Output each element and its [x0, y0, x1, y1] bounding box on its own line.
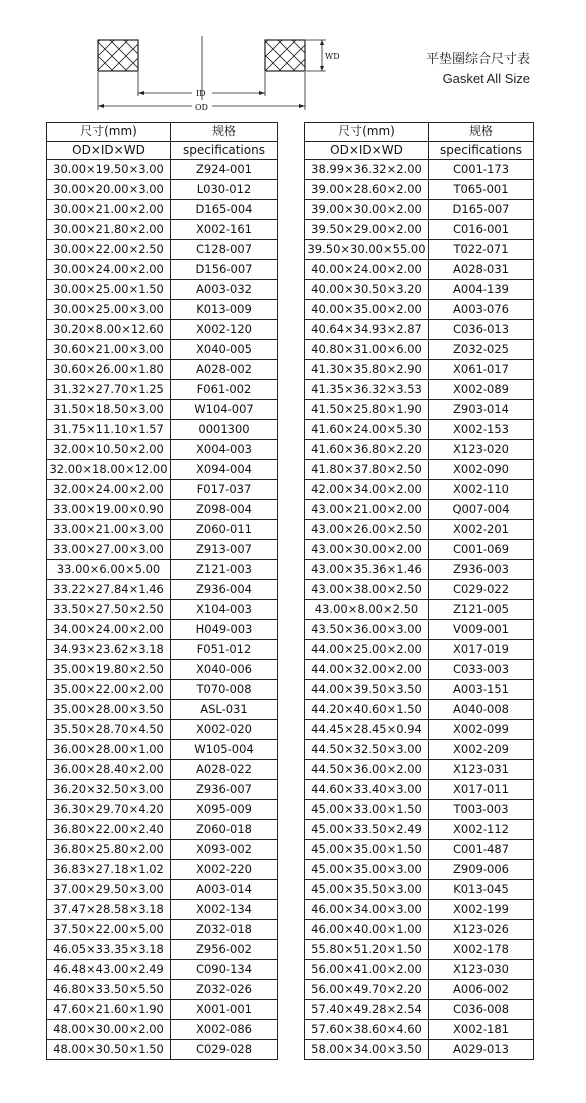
spec-cell: Z913-007 [171, 540, 278, 560]
size-cell: 41.80×37.80×2.50 [305, 460, 429, 480]
spec-cell: Z936-007 [171, 780, 278, 800]
spec-cell: A006-002 [429, 980, 534, 1000]
size-cell: 45.00×35.50×3.00 [305, 880, 429, 900]
spec-cell: Q007-004 [429, 500, 534, 520]
table-row [47, 860, 278, 880]
spec-cell: C001-069 [429, 540, 534, 560]
size-cell: 36.20×32.50×3.00 [47, 780, 171, 800]
size-cell: 43.50×36.00×3.00 [305, 620, 429, 640]
spec-cell: X001-001 [171, 1000, 278, 1020]
size-cell: 41.60×24.00×5.30 [305, 420, 429, 440]
size-cell: 58.00×34.00×3.50 [305, 1040, 429, 1060]
size-cell: 42.00×34.00×2.00 [305, 480, 429, 500]
spec-cell: C029-028 [171, 1040, 278, 1060]
spec-cell: C029-022 [429, 580, 534, 600]
table-row [305, 340, 534, 360]
size-cell: 46.00×34.00×3.00 [305, 900, 429, 920]
table-row [305, 880, 534, 900]
table-row [47, 340, 278, 360]
spec-cell: Z903-014 [429, 400, 534, 420]
table-row [305, 280, 534, 300]
spec-cell: X017-019 [429, 640, 534, 660]
spec-cell: X123-020 [429, 440, 534, 460]
spec-cell: X002-153 [429, 420, 534, 440]
table-row [47, 640, 278, 660]
spec-cell: W105-004 [171, 740, 278, 760]
size-cell: 40.80×31.00×6.00 [305, 340, 429, 360]
spec-cell: C036-013 [429, 320, 534, 340]
size-cell: 30.00×19.50×3.00 [47, 160, 171, 180]
size-cell: 31.32×27.70×1.25 [47, 380, 171, 400]
table-row [305, 360, 534, 380]
spec-cell: C001-487 [429, 840, 534, 860]
table-row [305, 240, 534, 260]
size-cell: 37.50×22.00×5.00 [47, 920, 171, 940]
size-cell: 34.00×24.00×2.00 [47, 620, 171, 640]
spec-cell: ASL-031 [171, 700, 278, 720]
size-cell: 35.00×22.00×2.00 [47, 680, 171, 700]
spec-cell: Z924-001 [171, 160, 278, 180]
size-cell: 36.30×29.70×4.20 [47, 800, 171, 820]
table-row [305, 1040, 534, 1060]
table-row [47, 180, 278, 200]
table-row [305, 840, 534, 860]
size-cell: 33.22×27.84×1.46 [47, 580, 171, 600]
spec-cell: X002-089 [429, 380, 534, 400]
spec-cell: T070-008 [171, 680, 278, 700]
spec-cell: Z121-005 [429, 600, 534, 620]
size-cell: 43.00×30.00×2.00 [305, 540, 429, 560]
table-row [305, 640, 534, 660]
spec-cell: T065-001 [429, 180, 534, 200]
spec-cell: L030-012 [171, 180, 278, 200]
spec-cell: Z936-003 [429, 560, 534, 580]
spec-cell: A003-076 [429, 300, 534, 320]
table-row [47, 900, 278, 920]
header-size-en: OD×ID×WD [47, 141, 171, 160]
spec-cell: C036-008 [429, 1000, 534, 1020]
size-cell: 45.00×35.00×3.00 [305, 860, 429, 880]
spec-cell: X002-110 [429, 480, 534, 500]
size-cell: 33.50×27.50×2.50 [47, 600, 171, 620]
size-cell: 30.00×22.00×2.50 [47, 240, 171, 260]
table-row [47, 420, 278, 440]
table-row [305, 560, 534, 580]
table-row [47, 840, 278, 860]
size-cell: 45.00×35.00×1.50 [305, 840, 429, 860]
spec-cell: C001-173 [429, 160, 534, 180]
header-spec-en: specifications [429, 141, 534, 160]
spec-cell: W104-007 [171, 400, 278, 420]
spec-cell: X002-201 [429, 520, 534, 540]
spec-cell: C033-003 [429, 660, 534, 680]
spec-cell: X040-005 [171, 340, 278, 360]
table-row [47, 400, 278, 420]
table-row [47, 260, 278, 280]
size-cell: 30.00×24.00×2.00 [47, 260, 171, 280]
size-cell: 38.99×36.32×2.00 [305, 160, 429, 180]
spec-cell: 0001300 [171, 420, 278, 440]
table-row [47, 680, 278, 700]
gasket-cross-section-diagram [0, 0, 420, 118]
size-cell: 36.00×28.00×1.00 [47, 740, 171, 760]
table-row [47, 160, 278, 180]
table-row [47, 560, 278, 580]
size-cell: 30.60×26.00×1.80 [47, 360, 171, 380]
table-row [305, 320, 534, 340]
spec-cell: X123-030 [429, 960, 534, 980]
size-cell: 39.50×30.00×55.00 [305, 240, 429, 260]
size-cell: 41.30×35.80×2.90 [305, 360, 429, 380]
spec-cell: X040-006 [171, 660, 278, 680]
spec-cell: C016-001 [429, 220, 534, 240]
table-row [305, 780, 534, 800]
spec-cell: F051-012 [171, 640, 278, 660]
table-row [47, 200, 278, 220]
size-cell: 36.80×25.80×2.00 [47, 840, 171, 860]
title-chinese: 平垫圈综合尺寸表 [425, 52, 530, 67]
spec-cell: X002-099 [429, 720, 534, 740]
size-cell: 44.50×36.00×2.00 [305, 760, 429, 780]
table-row [47, 940, 278, 960]
table-row [305, 680, 534, 700]
header-size-cn: 尺寸(mm) [305, 123, 429, 142]
header-spec-cn: 规格 [429, 123, 534, 142]
spec-cell: X094-004 [171, 460, 278, 480]
table-row [305, 660, 534, 680]
spec-cell: F017-037 [171, 480, 278, 500]
spec-cell: X002-178 [429, 940, 534, 960]
spec-cell: X123-031 [429, 760, 534, 780]
table-row [47, 480, 278, 500]
table-row [47, 580, 278, 600]
table-row [305, 820, 534, 840]
spec-cell: Z936-004 [171, 580, 278, 600]
table-row [305, 220, 534, 240]
table-row [305, 600, 534, 620]
size-cell: 35.50×28.70×4.50 [47, 720, 171, 740]
size-cell: 43.00×21.00×2.00 [305, 500, 429, 520]
size-cell: 48.00×30.00×2.00 [47, 1020, 171, 1040]
size-cell: 44.00×25.00×2.00 [305, 640, 429, 660]
spec-cell: T003-003 [429, 800, 534, 820]
size-cell: 44.20×40.60×1.50 [305, 700, 429, 720]
size-cell: 34.93×23.62×3.18 [47, 640, 171, 660]
size-cell: 56.00×41.00×2.00 [305, 960, 429, 980]
gasket-table-left [46, 122, 278, 1060]
spec-cell: Z098-004 [171, 500, 278, 520]
size-cell: 43.00×38.00×2.50 [305, 580, 429, 600]
spec-cell: A003-014 [171, 880, 278, 900]
table-row [47, 320, 278, 340]
table-row [305, 580, 534, 600]
size-cell: 45.00×33.00×1.50 [305, 800, 429, 820]
size-cell: 43.00×26.00×2.50 [305, 520, 429, 540]
table-row [305, 760, 534, 780]
table-row [305, 300, 534, 320]
table-row [47, 960, 278, 980]
spec-cell: D156-007 [171, 260, 278, 280]
size-cell: 33.00×27.00×3.00 [47, 540, 171, 560]
size-cell: 46.05×33.35×3.18 [47, 940, 171, 960]
spec-cell: X002-090 [429, 460, 534, 480]
size-cell: 30.00×25.00×3.00 [47, 300, 171, 320]
spec-cell: K013-009 [171, 300, 278, 320]
table-row [47, 1000, 278, 1020]
table-row [47, 820, 278, 840]
size-cell: 56.00×49.70×2.20 [305, 980, 429, 1000]
spec-cell: Z121-003 [171, 560, 278, 580]
spec-cell: Z060-011 [171, 520, 278, 540]
table-row [47, 460, 278, 480]
table-row [305, 900, 534, 920]
table-row [305, 920, 534, 940]
size-cell: 30.20×8.00×12.60 [47, 320, 171, 340]
spec-cell: X002-161 [171, 220, 278, 240]
size-cell: 57.40×49.28×2.54 [305, 1000, 429, 1020]
spec-cell: Z956-002 [171, 940, 278, 960]
size-cell: 46.80×33.50×5.50 [47, 980, 171, 1000]
table-row [305, 540, 534, 560]
size-cell: 32.00×24.00×2.00 [47, 480, 171, 500]
spec-cell: X002-220 [171, 860, 278, 880]
header-row-english [305, 141, 534, 160]
table-row [305, 520, 534, 540]
spec-cell: X104-003 [171, 600, 278, 620]
spec-cell: D165-007 [429, 200, 534, 220]
left-ring-section [98, 40, 138, 71]
spec-cell: Z032-018 [171, 920, 278, 940]
size-cell: 35.00×19.80×2.50 [47, 660, 171, 680]
table-row [305, 420, 534, 440]
size-cell: 44.00×32.00×2.00 [305, 660, 429, 680]
header-size-en: OD×ID×WD [305, 141, 429, 160]
size-cell: 41.35×36.32×3.53 [305, 380, 429, 400]
size-cell: 40.00×24.00×2.00 [305, 260, 429, 280]
header-size-cn: 尺寸(mm) [47, 123, 171, 142]
table-row [305, 200, 534, 220]
size-cell: 32.00×10.50×2.00 [47, 440, 171, 460]
spec-cell: X002-181 [429, 1020, 534, 1040]
table-body-left [47, 160, 278, 1060]
table-row [305, 940, 534, 960]
size-cell: 40.64×34.93×2.87 [305, 320, 429, 340]
table-row [47, 880, 278, 900]
table-row [305, 400, 534, 420]
title-english: Gasket All Size [442, 71, 530, 86]
size-cell: 44.00×39.50×3.50 [305, 680, 429, 700]
size-cell: 39.00×28.60×2.00 [305, 180, 429, 200]
size-cell: 31.75×11.10×1.57 [47, 420, 171, 440]
spec-cell: A040-008 [429, 700, 534, 720]
table-row [305, 740, 534, 760]
table-row [47, 620, 278, 640]
spec-cell: Z909-006 [429, 860, 534, 880]
table-row [305, 860, 534, 880]
size-cell: 30.00×21.00×2.00 [47, 200, 171, 220]
table-row [47, 520, 278, 540]
size-cell: 46.48×43.00×2.49 [47, 960, 171, 980]
table-row [47, 780, 278, 800]
table-row [305, 260, 534, 280]
spec-cell: X061-017 [429, 360, 534, 380]
table-row [305, 500, 534, 520]
size-cell: 30.00×25.00×1.50 [47, 280, 171, 300]
size-cell: 45.00×33.50×2.49 [305, 820, 429, 840]
size-cell: 44.50×32.50×3.00 [305, 740, 429, 760]
size-cell: 30.60×21.00×3.00 [47, 340, 171, 360]
spec-cell: X002-020 [171, 720, 278, 740]
spec-cell: X093-002 [171, 840, 278, 860]
table-row [47, 280, 278, 300]
table-row [47, 1040, 278, 1060]
size-cell: 43.00×35.36×1.46 [305, 560, 429, 580]
table-row [47, 500, 278, 520]
header-row-english [47, 141, 278, 160]
table-row [47, 980, 278, 1000]
spec-cell: X123-026 [429, 920, 534, 940]
header-row-chinese [47, 123, 278, 142]
table-row [47, 920, 278, 940]
spec-cell: A028-022 [171, 760, 278, 780]
size-cell: 33.00×6.00×5.00 [47, 560, 171, 580]
od-label: OD [195, 103, 208, 112]
size-cell: 55.80×51.20×1.50 [305, 940, 429, 960]
spec-cell: A003-151 [429, 680, 534, 700]
spec-cell: A029-013 [429, 1040, 534, 1060]
spec-cell: H049-003 [171, 620, 278, 640]
size-cell: 33.00×19.00×0.90 [47, 500, 171, 520]
spec-cell: X002-199 [429, 900, 534, 920]
id-label: ID [196, 89, 206, 98]
table-row [305, 1020, 534, 1040]
spec-cell: C090-134 [171, 960, 278, 980]
wd-label: WD [325, 52, 340, 61]
table-row [47, 300, 278, 320]
table-row [305, 460, 534, 480]
spec-cell: V009-001 [429, 620, 534, 640]
spec-cell: X002-112 [429, 820, 534, 840]
table-body-right [305, 160, 534, 1060]
spec-cell: D165-004 [171, 200, 278, 220]
spec-cell: A028-031 [429, 260, 534, 280]
spec-cell: X002-086 [171, 1020, 278, 1040]
spec-cell: T022-071 [429, 240, 534, 260]
right-ring-section [265, 40, 305, 71]
table-row [305, 720, 534, 740]
spec-cell: Z032-025 [429, 340, 534, 360]
size-cell: 40.00×35.00×2.00 [305, 300, 429, 320]
table-row [305, 960, 534, 980]
table-row [305, 700, 534, 720]
size-cell: 43.00×8.00×2.50 [305, 600, 429, 620]
table-row [47, 720, 278, 740]
size-cell: 31.50×18.50×3.00 [47, 400, 171, 420]
table-row [305, 1000, 534, 1020]
size-cell: 57.60×38.60×4.60 [305, 1020, 429, 1040]
size-cell: 36.00×28.40×2.00 [47, 760, 171, 780]
table-row [47, 600, 278, 620]
spec-cell: X002-120 [171, 320, 278, 340]
size-cell: 41.50×25.80×1.90 [305, 400, 429, 420]
table-row [305, 980, 534, 1000]
table-row [47, 740, 278, 760]
table-row [47, 380, 278, 400]
spec-cell: K013-045 [429, 880, 534, 900]
header-spec-en: specifications [171, 141, 278, 160]
table-row [47, 440, 278, 460]
size-cell: 47.60×21.60×1.90 [47, 1000, 171, 1020]
table-row [47, 800, 278, 820]
table-row [47, 220, 278, 240]
spec-cell: A003-032 [171, 280, 278, 300]
size-cell: 30.00×20.00×3.00 [47, 180, 171, 200]
size-cell: 39.50×29.00×2.00 [305, 220, 429, 240]
spec-cell: C128-007 [171, 240, 278, 260]
gasket-table-right [304, 122, 534, 1060]
size-cell: 44.60×33.40×3.00 [305, 780, 429, 800]
header-spec-cn: 规格 [171, 123, 278, 142]
size-cell: 30.00×21.80×2.00 [47, 220, 171, 240]
table-row [305, 440, 534, 460]
size-cell: 41.60×36.80×2.20 [305, 440, 429, 460]
spec-cell: A004-139 [429, 280, 534, 300]
spec-cell: Z060-018 [171, 820, 278, 840]
table-row [305, 180, 534, 200]
size-cell: 39.00×30.00×2.00 [305, 200, 429, 220]
table-row [47, 1020, 278, 1040]
table-row [47, 240, 278, 260]
spec-cell: Z032-026 [171, 980, 278, 1000]
size-cell: 40.00×30.50×3.20 [305, 280, 429, 300]
table-row [305, 620, 534, 640]
spec-cell: X002-209 [429, 740, 534, 760]
table-row [47, 760, 278, 780]
size-cell: 33.00×21.00×3.00 [47, 520, 171, 540]
table-row [305, 480, 534, 500]
table-row [47, 360, 278, 380]
size-cell: 46.00×40.00×1.00 [305, 920, 429, 940]
table-row [305, 800, 534, 820]
size-cell: 48.00×30.50×1.50 [47, 1040, 171, 1060]
table-row [47, 660, 278, 680]
spec-cell: X095-009 [171, 800, 278, 820]
size-cell: 37.00×29.50×3.00 [47, 880, 171, 900]
spec-cell: X017-011 [429, 780, 534, 800]
size-cell: 37.47×28.58×3.18 [47, 900, 171, 920]
size-cell: 36.80×22.00×2.40 [47, 820, 171, 840]
spec-cell: X002-134 [171, 900, 278, 920]
table-row [47, 700, 278, 720]
size-cell: 44.45×28.45×0.94 [305, 720, 429, 740]
spec-cell: A028-002 [171, 360, 278, 380]
size-cell: 32.00×18.00×12.00 [47, 460, 171, 480]
header-row-chinese [305, 123, 534, 142]
spec-cell: X004-003 [171, 440, 278, 460]
size-cell: 36.83×27.18×1.02 [47, 860, 171, 880]
spec-cell: F061-002 [171, 380, 278, 400]
table-row [305, 380, 534, 400]
size-cell: 35.00×28.00×3.50 [47, 700, 171, 720]
table-row [305, 160, 534, 180]
table-row [47, 540, 278, 560]
